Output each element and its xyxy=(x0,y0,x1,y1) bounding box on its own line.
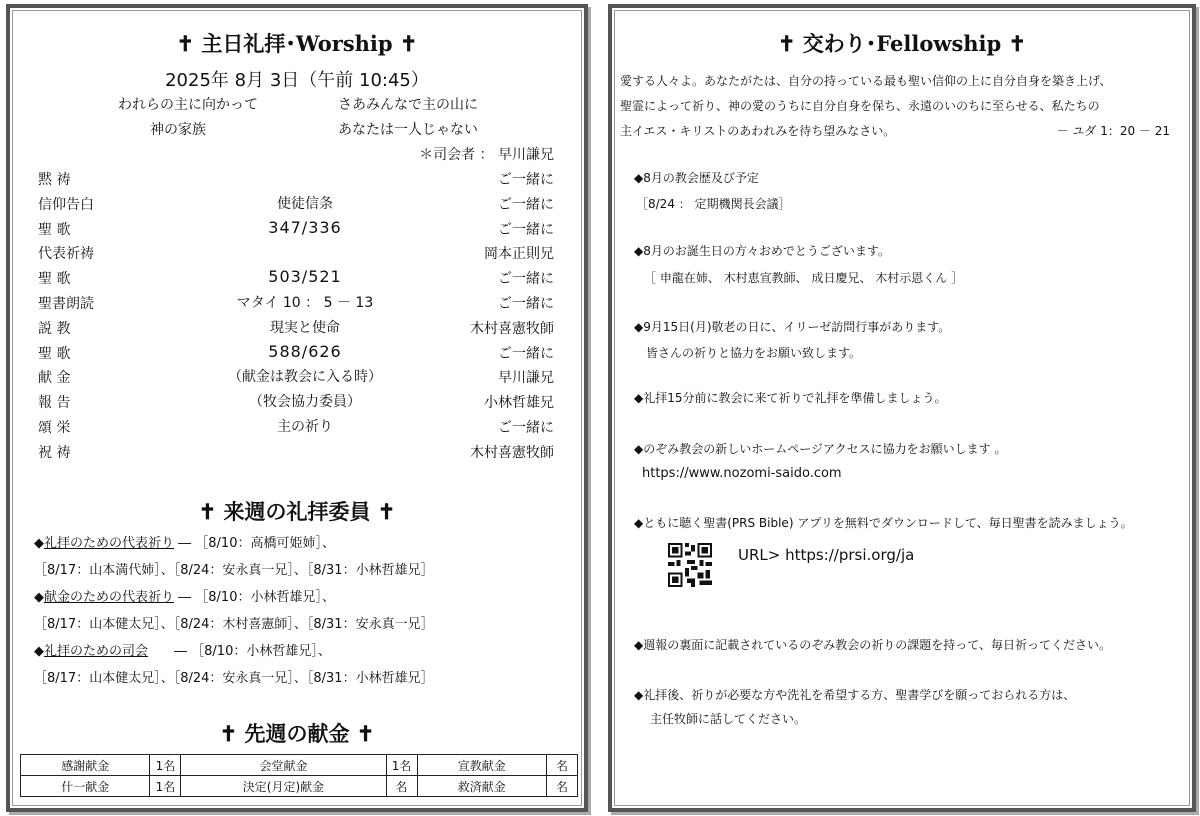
notice-title: ◆8月の教会歴及び予定 xyxy=(634,171,759,185)
order-item-leader: ご一緒に xyxy=(498,346,554,362)
committee-schedule: ［8/17：山本満代姉］、［8/24：安永真一兄］、［8/31：小林哲雄兄］ xyxy=(34,563,434,578)
committee-line: ― ［8/10：小林哲雄兄］、 xyxy=(148,644,331,659)
table-cell: 救済献金 xyxy=(417,776,546,797)
notice-title: ◆礼拝後、祈りが必要な方や洗礼を希望する方、聖書学びを願っておられる方は、 xyxy=(634,688,1076,702)
motto-right-2: あなたは一人じゃない xyxy=(338,122,478,138)
offering-table xyxy=(20,754,578,797)
committee-item xyxy=(34,640,331,659)
table-cell: 決定(月定)献金 xyxy=(181,776,386,797)
service-date: 2025年 8月 3日（午前 10:45） xyxy=(165,70,429,91)
order-item-leader: ご一緒に xyxy=(498,172,554,188)
order-item-detail: 現実と使命 xyxy=(270,320,340,336)
notice-title: ◆週報の裏面に記載されているのぞみ教会の祈りの課題を持って、毎日祈ってください。 xyxy=(634,638,1111,652)
offering-title: ✝ 先週の献金 ✝ xyxy=(219,721,375,746)
table-cell: 1名 xyxy=(150,776,181,797)
order-item-label: 聖 歌 xyxy=(38,222,71,238)
notice-title: ◆8月のお誕生日の方々おめでとうございます。 xyxy=(634,244,890,258)
table-cell: 名 xyxy=(547,755,578,776)
qr-code-icon xyxy=(668,543,712,587)
fellowship-panel xyxy=(608,4,1196,812)
verse-line: 主イエス・キリストのあわれみを待ち望みなさい。 xyxy=(620,124,896,138)
motto-right-1: さあみんなで主の山に xyxy=(338,97,478,113)
committee-role: 礼拝のための代表祈り xyxy=(44,536,175,551)
order-item-detail: 503/521 xyxy=(268,267,342,286)
bullet: ◆ xyxy=(34,644,44,659)
notice-title: ◆礼拝15分前に教会に来て祈りで礼拝を準備しましょう。 xyxy=(634,391,947,405)
order-item-label: 聖書朗読 xyxy=(38,296,94,312)
order-item-label: 報 告 xyxy=(38,395,71,411)
notice-body: 皆さんの祈りと協力をお願い致します。 xyxy=(646,346,862,360)
notice-title: ◆のぞみ教会の新しいホームページアクセスに協力をお願いします 。 xyxy=(634,442,1007,456)
notice-body: 主任牧師に話してください。 xyxy=(650,712,807,726)
table-cell: 感謝献金 xyxy=(21,755,150,776)
order-item-leader: 木村喜憲牧師 xyxy=(470,321,554,337)
worship-panel xyxy=(6,4,588,812)
table-cell: 1名 xyxy=(386,755,417,776)
bible-app-url[interactable]: URL> https://prsi.org/ja xyxy=(738,546,915,564)
order-item-label: 黙 祷 xyxy=(38,172,71,188)
order-item-label: 祝 祷 xyxy=(38,445,71,461)
order-item-leader: ご一緒に xyxy=(498,420,554,436)
committee-line: ― ［8/10：小林哲雄兄］、 xyxy=(174,590,335,605)
order-item-leader: 木村喜憲牧師 xyxy=(470,445,554,461)
order-item-leader: 早川謙兄 xyxy=(498,370,554,386)
committee-item xyxy=(34,586,335,605)
order-item-detail: 347/336 xyxy=(268,218,342,237)
committee-line: ― ［8/10：高橋可姫姉］、 xyxy=(174,536,335,551)
table-cell: 会堂献金 xyxy=(181,755,386,776)
order-item-leader: ご一緒に xyxy=(498,197,554,213)
order-item-leader: 小林哲雄兄 xyxy=(484,395,554,411)
order-item-detail: （牧会協力委員） xyxy=(249,394,361,410)
table-row xyxy=(21,755,578,776)
table-cell: 宣教献金 xyxy=(417,755,546,776)
order-item-detail: 主の祈り xyxy=(277,419,333,435)
bullet: ◆ xyxy=(34,536,44,551)
order-item-label: 信仰告白 xyxy=(38,197,94,213)
order-item-detail: 588/626 xyxy=(268,342,342,361)
order-item-detail: マタイ 10 ： 5 － 13 xyxy=(236,295,374,311)
motto-left-1: われらの主に向かって xyxy=(118,97,258,113)
committee-role: 献金のための代表祈り xyxy=(44,590,175,605)
order-item-leader: ご一緒に xyxy=(498,271,554,287)
order-item-label: 代表祈祷 xyxy=(38,246,94,262)
committee-title: ✝ 来週の礼拝委員 ✝ xyxy=(198,499,396,524)
order-item-label: 聖 歌 xyxy=(38,271,71,287)
order-item-label: 頌 栄 xyxy=(38,420,71,436)
worship-title: ✝ 主日礼拝･Worship ✝ xyxy=(176,31,418,56)
notice-title: ◆9月15日(月)敬老の日に、イリーゼ訪問行事があります。 xyxy=(634,320,951,334)
order-item-label: 聖 歌 xyxy=(38,346,71,362)
table-row xyxy=(21,776,578,797)
notice-title: ◆ともに聴く聖書(PRS Bible) アプリを無料でダウンロードして、毎日聖書を読みましょう。 xyxy=(634,516,1133,530)
committee-role: 礼拝のための司会 xyxy=(44,644,149,659)
table-cell: 1名 xyxy=(150,755,181,776)
presider: ＊司会者 ： 早川謙兄 xyxy=(419,147,554,163)
fellowship-title: ✝ 交わり･Fellowship ✝ xyxy=(777,31,1027,56)
order-item-detail: 使徒信条 xyxy=(277,196,333,212)
table-cell: 什一献金 xyxy=(21,776,150,797)
order-item-leader: ご一緒に xyxy=(498,222,554,238)
committee-schedule: ［8/17：山本健太兄］、［8/24：木村喜憲師］、［8/31：安永真一兄］ xyxy=(34,617,434,632)
order-item-leader: ご一緒に xyxy=(498,296,554,312)
order-item-label: 説 教 xyxy=(38,321,71,337)
committee-item xyxy=(34,532,335,551)
committee-schedule: ［8/17：山本健太兄］、［8/24：安永真一兄］、［8/31：小林哲雄兄］ xyxy=(34,671,434,686)
verse-reference: － ユダ 1：20 － 21 xyxy=(1056,124,1170,138)
order-item-detail: （献金は教会に入る時） xyxy=(228,369,382,385)
bullet: ◆ xyxy=(34,590,44,605)
notice-body: ［8/24 ： 定期機関長会議］ xyxy=(636,197,791,211)
table-cell: 名 xyxy=(547,776,578,797)
motto-left-2: 神の家族 xyxy=(150,122,206,138)
verse-line: 愛する人々よ。あなたがたは、自分の持っている最も聖い信仰の上に自分自身を築き上げ、 xyxy=(620,74,1112,88)
verse-line: 聖霊によって祈り、神の愛のうちに自分自身を保ち、永遠のいのちに至らせる、私たちの xyxy=(620,99,1100,113)
homepage-link[interactable]: https://www.nozomi-saido.com xyxy=(642,466,842,481)
table-cell: 名 xyxy=(386,776,417,797)
notice-body: ［ 申龍在姉、 木村恵宣教師、 成日慶兄、 木村示恩くん ］ xyxy=(644,271,964,285)
order-item-label: 献 金 xyxy=(38,370,71,386)
order-item-leader: 岡本正則兄 xyxy=(484,246,554,262)
